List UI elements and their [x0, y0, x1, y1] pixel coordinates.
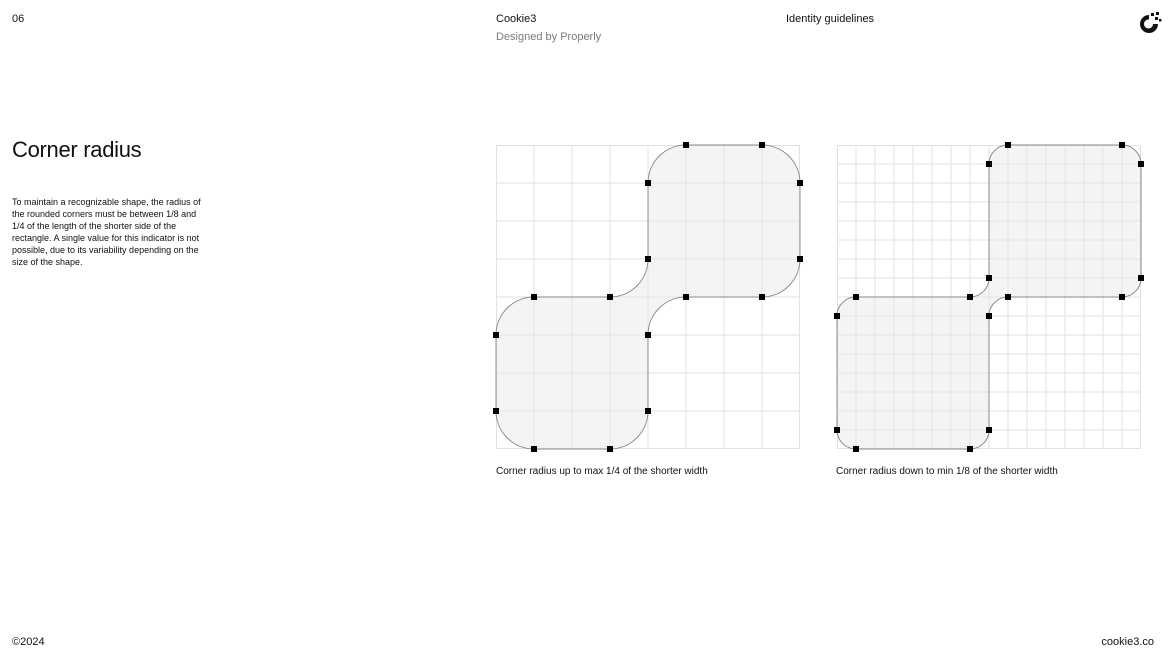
corner-radius-max-diagram — [496, 145, 800, 449]
figure-caption-max: Corner radius up to max 1/4 of the shorter width — [496, 466, 708, 477]
figure-caption-min: Corner radius down to min 1/8 of the shorter width — [836, 466, 1058, 477]
corner-radius-min-diagram — [837, 145, 1141, 449]
cookie3-logo-icon — [1136, 11, 1162, 37]
copyright: ©2024 — [12, 636, 45, 648]
designer-credit: Designed by Properly — [496, 31, 602, 43]
section-title: Identity guidelines — [786, 13, 875, 25]
description-text: To maintain a recognizable shape, the radius of the rounded corners must be between 1/8 and 1/4 of the length of the shorter side of the rectangle. A single value for this indicator is not possible, due to its variability depending on the size of the shape. — [12, 197, 201, 267]
brand-name: Cookie3 — [496, 13, 537, 25]
rounded-shape — [496, 145, 800, 449]
website-link[interactable]: cookie3.co — [1101, 636, 1154, 648]
page-number: 06 — [12, 13, 25, 25]
rounded-shape — [837, 145, 1141, 449]
page-title: Corner radius — [12, 137, 142, 162]
